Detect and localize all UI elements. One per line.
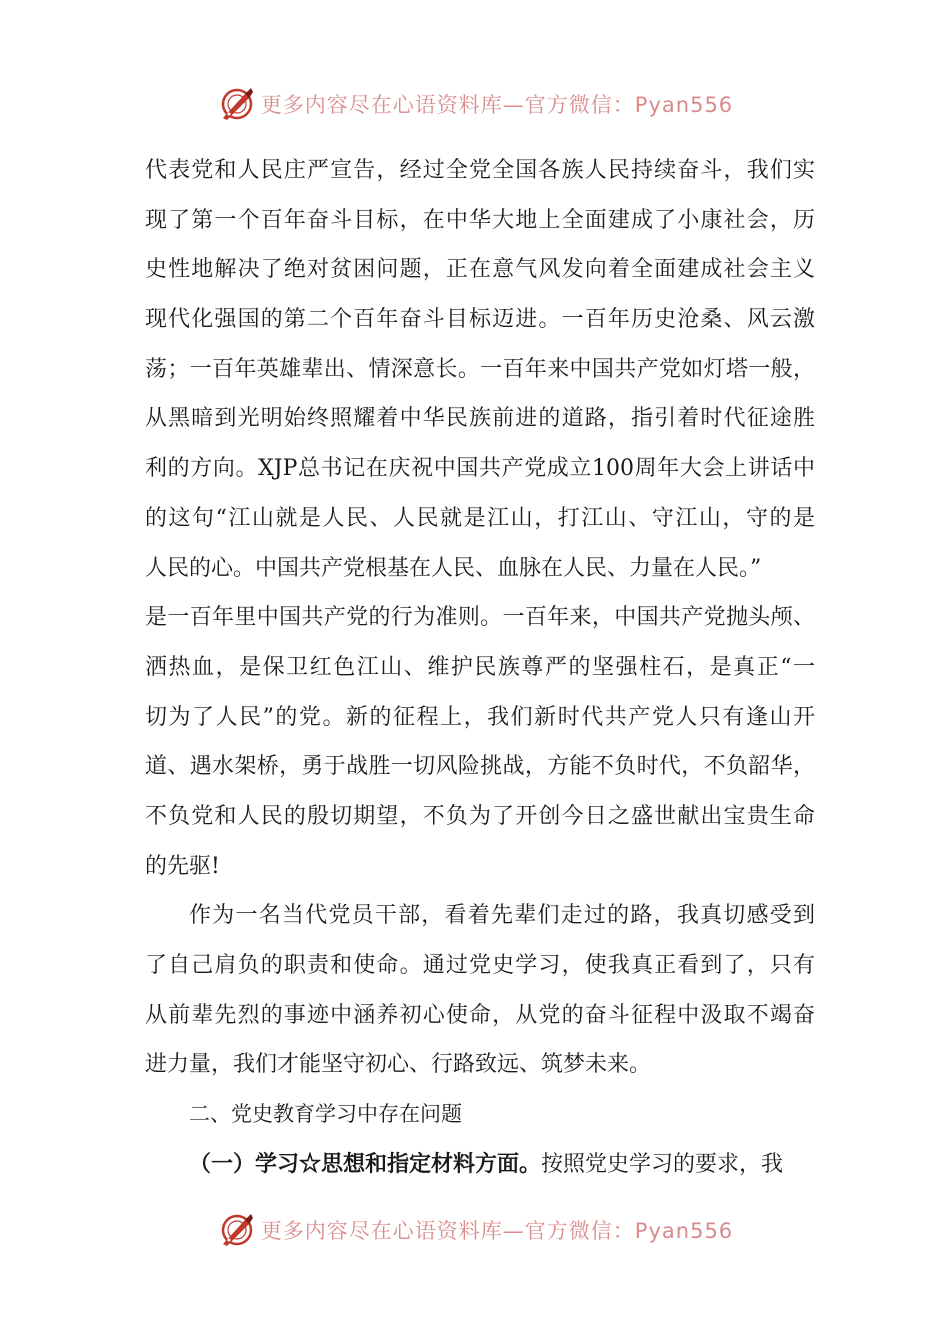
watermark-text: 更多内容尽在心语资料库—官方微信：Pyan556 [260,93,734,117]
subsection-text: 按照党史学习的要求，我 [541,1151,784,1177]
text-line: 利的方向。XJP总书记在庆祝中国共产党成立100周年大会上讲话中 [145,456,815,482]
text-line: 是一百年里中国共产党的行为准则。一百年来，中国共产党抛头颅、 [145,605,815,631]
text-line: 切为了人民”的党。新的征程上，我们新时代共产党人只有逢山开 [145,704,815,730]
text-line: 道、遇水架桥，勇于战胜一切风险挑战，方能不负时代，不负韶华， [145,754,815,780]
text-line: 代表党和人民庄严宣告，经过全党全国各族人民持续奋斗，我们实 [145,158,815,183]
text-line: 人民的心。中国共产党根基在人民、血脉在人民、力量在人民。” [145,555,762,581]
text-line: 的先驱! [145,853,220,879]
text-line: 作为一名当代党员干部，看着先辈们走过的路，我真切感受到 [189,903,815,929]
document-body [145,146,815,1189]
watermark-text: 更多内容尽在心语资料库—官方微信：Pyan556 [260,1219,734,1243]
paragraph-2 [145,891,815,1090]
text-line: 史性地解决了绝对贫困问题，正在意气风发向着全面建成社会主义 [145,257,815,283]
paragraph-1 [145,146,815,891]
subsection-heading: （一）学习☆思想和指定材料方面。 [189,1150,542,1177]
text-line: 从前辈先烈的事迹中涵养初心使命，从党的奋斗征程中汲取不竭奋 [145,1002,815,1028]
section-heading: 二、党史教育学习中存在问题 [189,1102,462,1127]
pen-nib-logo-icon [217,84,257,124]
text-line: 荡；一百年英雄辈出、情深意长。一百年来中国共产党如灯塔一般， [145,356,815,382]
text-line: 现代化强国的第二个百年奋斗目标迈进。一百年历史沧桑、风云激 [145,307,815,333]
text-line: 进力量，我们才能坚守初心、行路致远、筑梦未来。 [145,1052,652,1078]
text-line: 洒热血，是保卫红色江山、维护民族尊严的坚强柱石，是真正“一 [145,654,815,680]
text-line: 现了第一个百年奋斗目标，在中华大地上全面建成了小康社会，历 [145,207,815,233]
text-line: 的这句“江山就是人民、人民就是江山，打江山、守江山，守的是 [145,505,815,531]
text-line: 了自己肩负的职责和使命。通过党史学习，使我真正看到了，只有 [145,953,815,978]
subsection-line [145,1140,815,1190]
header-watermark [0,84,950,124]
footer-watermark [0,1210,950,1250]
text-line: 不负党和人民的殷切期望，不负为了开创今日之盛世献出宝贵生命 [145,803,815,829]
pen-nib-logo-icon [217,1210,257,1250]
text-line: 从黑暗到光明始终照耀着中华民族前进的道路，指引着时代征途胜 [145,406,815,432]
